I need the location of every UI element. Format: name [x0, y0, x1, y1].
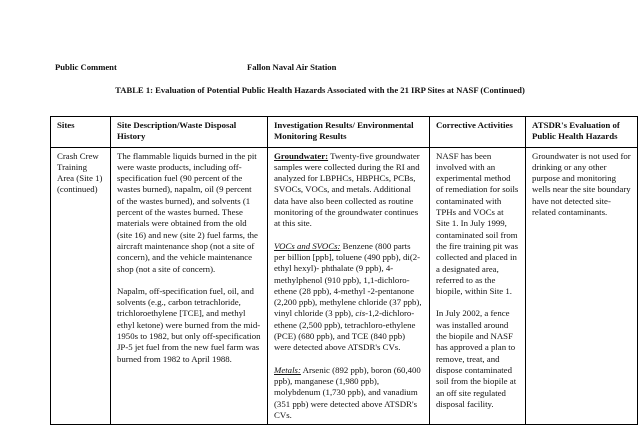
cell-site: Crash Crew Training Area (Site 1) (continued): [51, 147, 111, 425]
corrective-paragraph: In July 2002, a fence was installed around the biopile and NASF has approved a plan to remove, treat, and dispose contaminated soil from the biopile at an off site regulated disposal facility.: [436, 308, 517, 409]
voc-label: VOCs and SVOCs:: [274, 240, 341, 251]
col-header-sites: Sites: [51, 117, 111, 148]
groundwater-paragraph: [274, 151, 423, 230]
description-paragraph: Napalm, off-specification fuel, oil, and solvents (e.g., carbon tetrachloride, trichloroethylene [TCE], and methyl ethyl ketone) were burned from the mid-1950s to 1982, but only off-specification JP-5 jet fuel from the new fuel farm was burned from 1982 to April 1988.: [117, 285, 261, 364]
metals-paragraph: [274, 365, 423, 421]
cell-evaluation: Groundwater is not used for drinking or any other purpose and monitoring wells near the site boundary have not detected site-related contaminants.: [526, 147, 638, 425]
header-center: Fallon Naval Air Station: [247, 62, 337, 72]
voc-paragraph: [274, 241, 423, 354]
table-title: TABLE 1: Evaluation of Potential Public Health Hazards Associated with the 21 IRP Sites at NASF (Continued): [115, 85, 525, 95]
groundwater-text: Twenty-five groundwater samples were collected during the RI and analyzed for LBPHCs, HBPHCs, PCBs, SVOCs, VOCs, and metals. Additional data have also been collected as routine monitoring of the groundwater continues at this site.: [274, 150, 420, 229]
metals-text: Arsenic (892 ppb), boron (60,400 ppb), manganese (1,980 ppb), molybdenum (1,730 ppb), and vanadium (351 ppb) were detected above ATSDR's CVs.: [274, 364, 421, 420]
cell-investigation: [268, 147, 430, 425]
col-header-corrective: Corrective Activities: [430, 117, 526, 148]
voc-cis: cis: [355, 308, 366, 319]
header-left: Public Comment: [55, 62, 117, 72]
hazard-table: [50, 116, 638, 425]
table-row: [51, 147, 638, 425]
description-paragraph: The flammable liquids burned in the pit were waste products, including off-specification fuel (90 percent of the wastes burned), napalm, oil (9 percent of the wastes burned), and solvents (1 percent of the wastes burned. These materials were obtained from the old (site 16) and new (site 2) fuel farms, the aircraft maintenance shop (not a site of concern), and the vehicle maintenance shop (not a site of concern).: [117, 150, 258, 274]
voc-text-b: -1,2-dichloro- ethene (2,500 ppb), tetrachloro-ethylene (PCE) (680 ppb), and TCE (840 ppb) were detected above ATSDR's CVs.: [274, 308, 416, 353]
cell-corrective: [430, 147, 526, 425]
cell-description: [111, 147, 268, 425]
col-header-description: Site Description/Waste Disposal History: [111, 117, 268, 148]
col-header-evaluation: ATSDR's Evaluation of Public Health Hazards: [526, 117, 638, 148]
table-header-row: [51, 117, 638, 148]
metals-label: Metals:: [274, 364, 301, 375]
col-header-investigation: Investigation Results/ Environmental Monitoring Results: [268, 117, 430, 148]
groundwater-label: Groundwater:: [274, 150, 329, 161]
corrective-paragraph: NASF has been involved with an experimental method of remediation for soils contaminated with TPHs and VOCs at Site 1. In July 1999, contaminated soil from the fire training pit was collected and placed in a designated area, referred to as the biopile, within Site 1.: [436, 150, 519, 297]
voc-text-a: Benzene (800 parts per billion [ppb], toluene (490 ppb), di(2-ethyl hexyl)- phthalate (9 ppb), 4-methylphenol (910 ppb), 1,1-dichloro-ethene (28 ppb), 4-methyl -2-pentanone (2,200 ppb), methylene chloride (37 ppb), vinyl chloride (3 ppb),: [274, 240, 422, 319]
